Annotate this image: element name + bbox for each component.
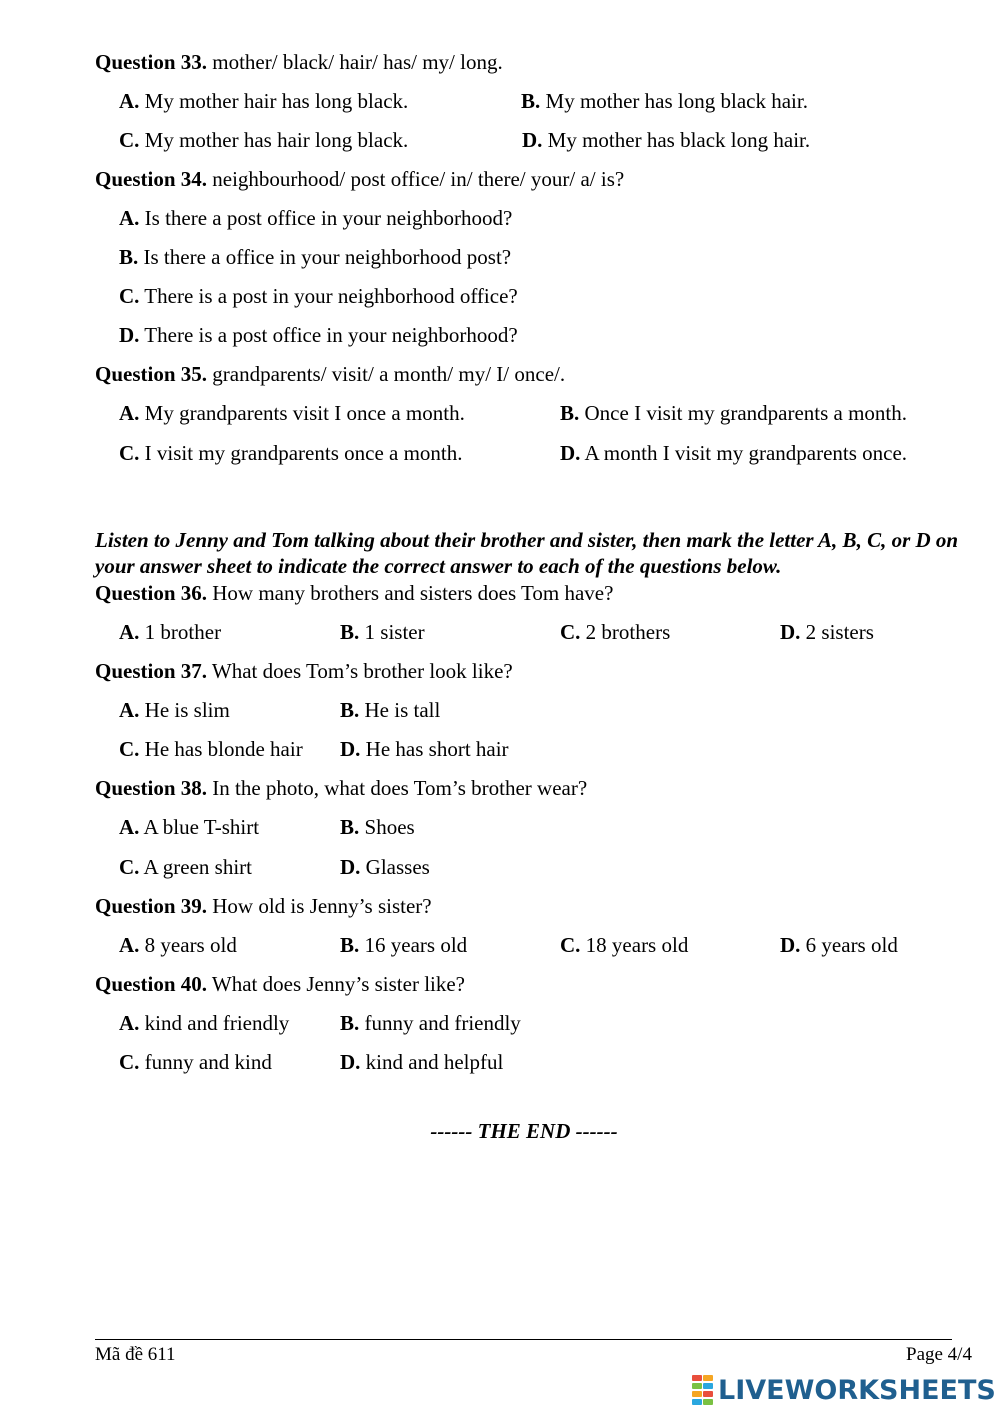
option-a[interactable] [119,205,512,231]
option-letter: D. [119,323,140,347]
option-text: 16 years old [364,933,468,957]
option-letter: C. [119,855,140,879]
option-text: There is a post in your neighborhood office? [144,284,518,308]
option-text: 2 brothers [585,620,671,644]
option-letter: B. [340,698,360,722]
option-d[interactable] [340,1049,503,1075]
option-a[interactable] [119,1010,289,1036]
option-a[interactable] [119,400,465,426]
option-text: A green shirt [143,855,252,879]
option-d[interactable] [522,127,810,153]
option-letter: A. [119,401,140,425]
option-b[interactable] [340,814,415,840]
option-letter: B. [560,401,580,425]
option-text: 2 sisters [805,620,874,644]
option-text: 8 years old [144,933,237,957]
option-text: Shoes [364,815,415,839]
option-letter: D. [780,933,801,957]
question-label: Question 33. [95,50,208,74]
question-prompt: neighbourhood/ post office/ in/ there/ your/ a/ is? [212,167,625,191]
listening-instruction: Listen to Jenny and Tom talking about their brother and sister, then mark the letter A, B, C, or D on your answer sheet to indicate the correct answer to each of the questions below. [95,528,959,578]
question-label: Question 40. [95,972,208,996]
question-label: Question 36. [95,581,208,605]
option-c[interactable] [119,736,303,762]
question-37 [95,658,513,684]
option-letter: D. [522,128,543,152]
option-letter: B. [340,815,360,839]
footer-divider [95,1339,952,1340]
option-d[interactable] [780,619,874,645]
option-c[interactable] [560,619,670,645]
option-text: He is tall [364,698,441,722]
option-letter: C. [119,284,140,308]
option-c[interactable] [119,1049,272,1075]
option-a[interactable] [119,932,237,958]
option-text: A blue T-shirt [143,815,260,839]
option-text: My mother has hair long black. [144,128,409,152]
option-text: I visit my grandparents once a month. [144,441,463,465]
liveworksheets-logo[interactable] [692,1374,996,1406]
option-letter: B. [340,620,360,644]
option-text: 18 years old [585,933,689,957]
option-text: He has short hair [365,737,509,761]
question-prompt: How many brothers and sisters does Tom have? [212,581,614,605]
option-letter: C. [119,737,140,761]
question-39 [95,893,432,919]
option-text: My grandparents visit I once a month. [144,401,465,425]
option-a[interactable] [119,88,408,114]
option-c[interactable] [119,127,408,153]
option-b[interactable] [521,88,808,114]
question-prompt: grandparents/ visit/ a month/ my/ I/ once/. [212,362,566,386]
option-letter: A. [119,698,140,722]
option-d[interactable] [780,932,898,958]
option-b[interactable] [340,697,440,723]
the-end-marker: ------ THE END ------ [430,1119,618,1143]
option-letter: A. [119,206,140,230]
option-text: Glasses [365,855,430,879]
question-label: Question 38. [95,776,208,800]
option-text: My mother hair has long black. [144,89,409,113]
option-c[interactable] [119,283,518,309]
option-text: Once I visit my grandparents a month. [584,401,908,425]
logo-text: LIVEWORKSHEETS [718,1374,996,1406]
option-text: kind and friendly [144,1011,290,1035]
option-b[interactable] [340,619,425,645]
option-text: My mother has long black hair. [545,89,808,113]
option-letter: D. [340,855,361,879]
question-label: Question 39. [95,894,208,918]
option-text: funny and kind [144,1050,272,1074]
option-b[interactable] [119,244,511,270]
question-36 [95,580,613,606]
option-letter: C. [560,933,581,957]
option-d[interactable] [340,736,509,762]
option-letter: B. [521,89,541,113]
option-letter: A. [119,89,140,113]
option-c[interactable] [560,932,688,958]
page-number: Page 4/4 [906,1344,972,1365]
liveworksheets-logo-icon [692,1375,714,1405]
option-letter: A. [119,815,140,839]
option-a[interactable] [119,697,230,723]
option-text: A month I visit my grandparents once. [584,441,908,465]
option-text: funny and friendly [364,1011,521,1035]
option-b[interactable] [340,1010,521,1036]
question-prompt: mother/ black/ hair/ has/ my/ long. [212,50,503,74]
question-prompt: What does Tom’s brother look like? [211,659,513,683]
option-letter: B. [119,245,139,269]
option-text: Is there a office in your neighborhood post? [143,245,512,269]
option-d[interactable] [119,322,518,348]
option-c[interactable] [119,440,463,466]
option-letter: C. [560,620,581,644]
option-letter: D. [340,737,361,761]
question-prompt: In the photo, what does Tom’s brother wear? [212,776,588,800]
option-b[interactable] [560,400,907,426]
question-label: Question 37. [95,659,208,683]
option-d[interactable] [560,440,907,466]
option-letter: B. [340,933,360,957]
question-prompt: How old is Jenny’s sister? [212,894,432,918]
question-38 [95,775,587,801]
option-text: There is a post office in your neighborhood? [144,323,518,347]
question-35 [95,361,565,387]
option-letter: A. [119,620,140,644]
option-letter: A. [119,1011,140,1035]
option-text: 1 brother [144,620,222,644]
question-40 [95,971,465,997]
option-letter: C. [119,1050,140,1074]
option-c[interactable] [119,854,252,880]
option-letter: A. [119,933,140,957]
question-label: Question 35. [95,362,208,386]
option-b[interactable] [340,932,467,958]
option-letter: C. [119,128,140,152]
option-text: He has blonde hair [144,737,303,761]
option-text: 6 years old [805,933,898,957]
option-letter: D. [560,441,581,465]
option-text: kind and helpful [365,1050,504,1074]
option-a[interactable] [119,619,221,645]
option-letter: C. [119,441,140,465]
exam-code: Mã đề 611 [95,1344,176,1365]
option-d[interactable] [340,854,430,880]
option-text: 1 sister [364,620,425,644]
question-33 [95,49,503,75]
question-34 [95,166,624,192]
option-letter: D. [780,620,801,644]
option-letter: D. [340,1050,361,1074]
option-text: He is slim [144,698,230,722]
option-a[interactable] [119,814,259,840]
question-prompt: What does Jenny’s sister like? [211,972,465,996]
option-text: My mother has black long hair. [547,128,811,152]
option-text: Is there a post office in your neighborhood? [144,206,513,230]
option-letter: B. [340,1011,360,1035]
question-label: Question 34. [95,167,208,191]
